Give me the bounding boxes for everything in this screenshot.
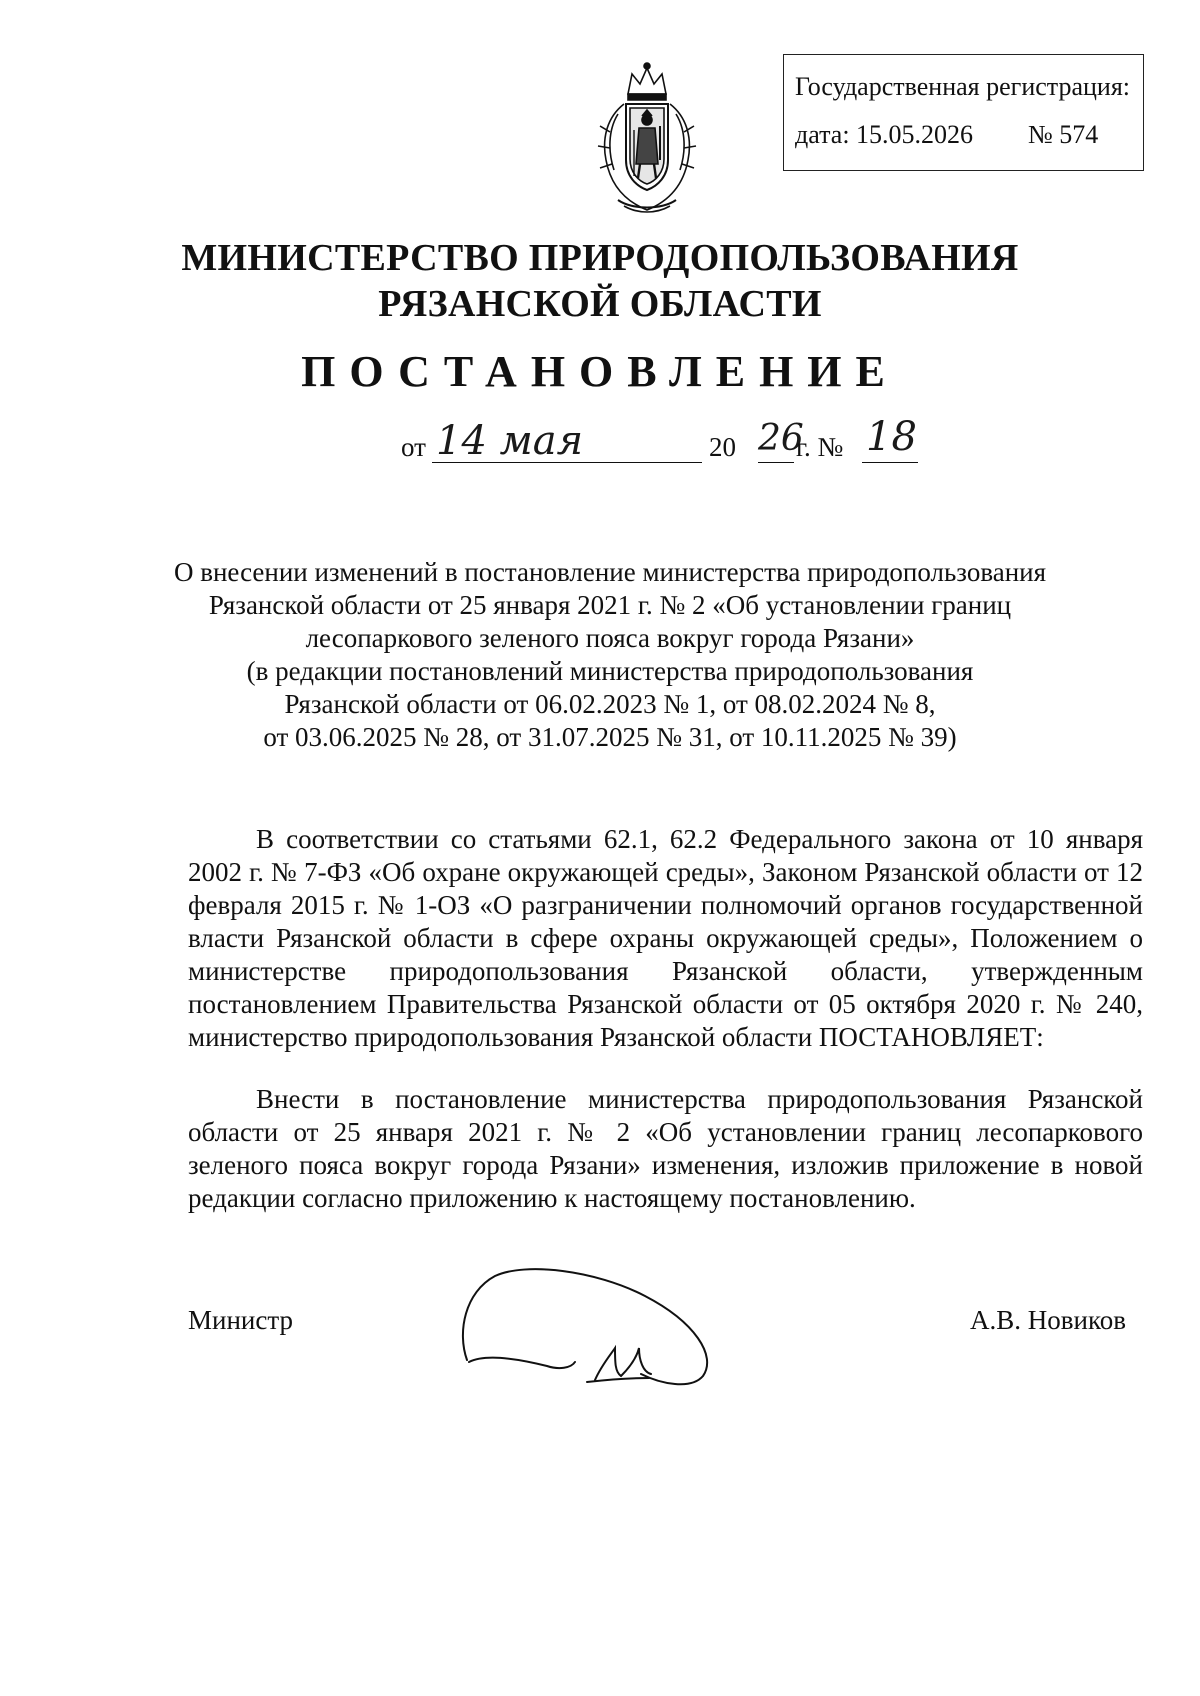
registration-number: № 574 [1028, 120, 1099, 149]
year-underline [758, 462, 794, 463]
subject-line: (в редакции постановлений министерства природопользования [246, 656, 974, 686]
ministry-name-line1: МИНИСТЕРСТВО ПРИРОДОПОЛЬЗОВАНИЯ [181, 237, 1019, 279]
year-prefix: 20 [709, 432, 736, 462]
subject-line: лесопаркового зеленого пояса вокруг города Рязани» [305, 623, 915, 653]
handwritten-signature [455, 1262, 725, 1392]
preamble-paragraph: В соответствии со статьями 62.1, 62.2 Федерального закона от 10 января 2002 г. № 7-ФЗ «Об охране окружающей среды», Законом Рязанской области от 12 февраля 2015 г. № 1-ОЗ «О разграничении полномочий органов государственной власти Рязанской области в сфере охраны окружающей среды», Положением о министерстве природопользования Рязанской области, утвержденным постановлением Правительства Рязанской области от 05 октября 2020 г. № 240, министерство природопользования Рязанской области ПОСТАНОВЛЯЕТ: [188, 824, 1143, 1052]
registration-date: дата: 15.05.2026 [795, 120, 974, 149]
handwritten-number: 18 [866, 414, 917, 460]
subject-line: Рязанской области от 25 января 2021 г. № 2 «Об установлении границ [208, 590, 1012, 620]
document-subject [140, 556, 1080, 754]
ministry-name-line2: РЯЗАНСКОЙ ОБЛАСТИ [378, 283, 822, 325]
number-prefix: г. № [796, 432, 844, 462]
coat-of-arms-icon [588, 60, 706, 218]
handwritten-date: 14 мая [436, 418, 584, 464]
document-type: ПОСТАНОВЛЕНИЕ [301, 347, 899, 396]
date-prefix: от [401, 432, 426, 462]
subject-line: от 03.06.2025 № 28, от 31.07.2025 № 31, от 10.11.2025 № 39) [263, 722, 957, 752]
subject-line: О внесении изменений в постановление министерства природопользования [173, 557, 1047, 587]
signatory-name: А.В. Новиков [970, 1305, 1126, 1335]
number-underline [862, 462, 918, 463]
registration-title: Государственная регистрация: [795, 72, 1131, 101]
decision-paragraph: Внести в постановление министерства природопользования Рязанской области от 25 января 2021 г. № 2 «Об установлении границ лесопаркового зеленого пояса вокруг города Рязани» изменения, изложив приложение в новой редакции согласно приложению к настоящему постановлению. [188, 1084, 1143, 1213]
handwritten-year: 26 [758, 418, 804, 459]
subject-line: Рязанской области от 06.02.2023 № 1, от 08.02.2024 № 8, [284, 689, 936, 719]
signatory-title: Министр [188, 1305, 293, 1335]
